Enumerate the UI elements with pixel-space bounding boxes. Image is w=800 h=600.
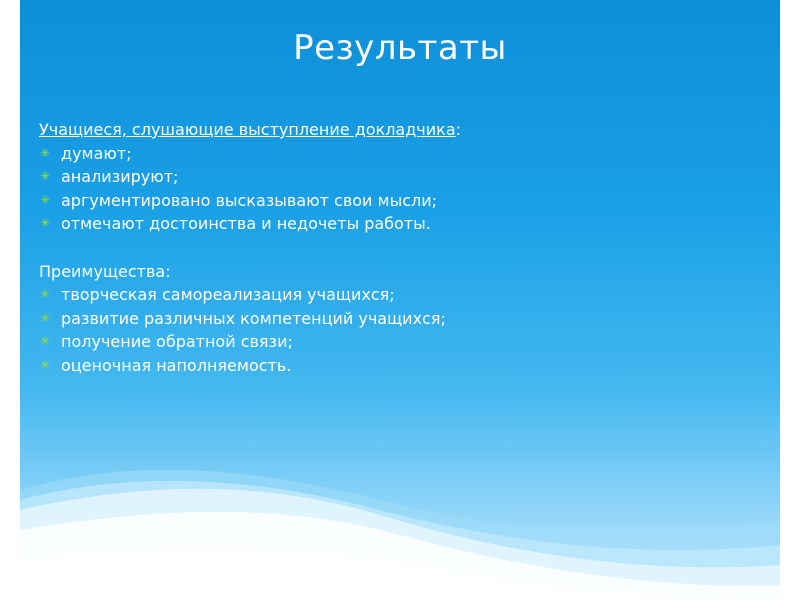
list-item — [39, 307, 739, 331]
asterisk-bullet-icon: ✳ — [40, 357, 51, 372]
list-item — [39, 330, 739, 354]
slide — [20, 0, 780, 600]
students-list — [39, 142, 739, 236]
slide-content — [39, 118, 739, 377]
asterisk-bullet-icon: ✳ — [40, 192, 51, 207]
section-heading-students-text: Учащиеся, слушающие выступление докладчика — [39, 120, 456, 139]
asterisk-bullet-icon: ✳ — [40, 310, 51, 325]
asterisk-bullet-icon: ✳ — [40, 145, 51, 160]
section-heading-students-suffix: : — [455, 120, 462, 139]
asterisk-bullet-icon: ✳ — [40, 216, 51, 230]
asterisk-bullet-icon: ✳ — [40, 287, 51, 301]
asterisk-bullet-icon: ✳ — [40, 334, 51, 348]
section-heading-advantages: Преимущества: — [39, 261, 171, 281]
list-item-text: развитие различных компетенций учащихся; — [61, 308, 446, 328]
asterisk-bullet-icon: ✳ — [40, 169, 51, 183]
list-item — [39, 142, 739, 166]
list-item — [39, 283, 739, 307]
list-item — [39, 212, 739, 236]
list-item-text: анализируют; — [61, 167, 179, 186]
list-item — [39, 354, 739, 378]
list-item-text: творческая самореализация учащихся; — [61, 285, 395, 304]
advantages-list — [39, 283, 739, 377]
list-item — [39, 189, 739, 213]
list-item-text: оценочная наполняемость. — [61, 355, 292, 375]
section-heading-students — [39, 118, 739, 142]
list-item-text: получение обратной связи; — [61, 332, 293, 351]
list-item-text: отмечают достоинства и недочеты работы. — [61, 214, 431, 233]
spacer — [39, 236, 739, 260]
list-item — [39, 165, 739, 189]
list-item-text: думают; — [61, 143, 132, 163]
slide-title: Результаты — [293, 28, 507, 68]
list-item-text: аргументировано высказывают свои мысли; — [61, 190, 438, 210]
